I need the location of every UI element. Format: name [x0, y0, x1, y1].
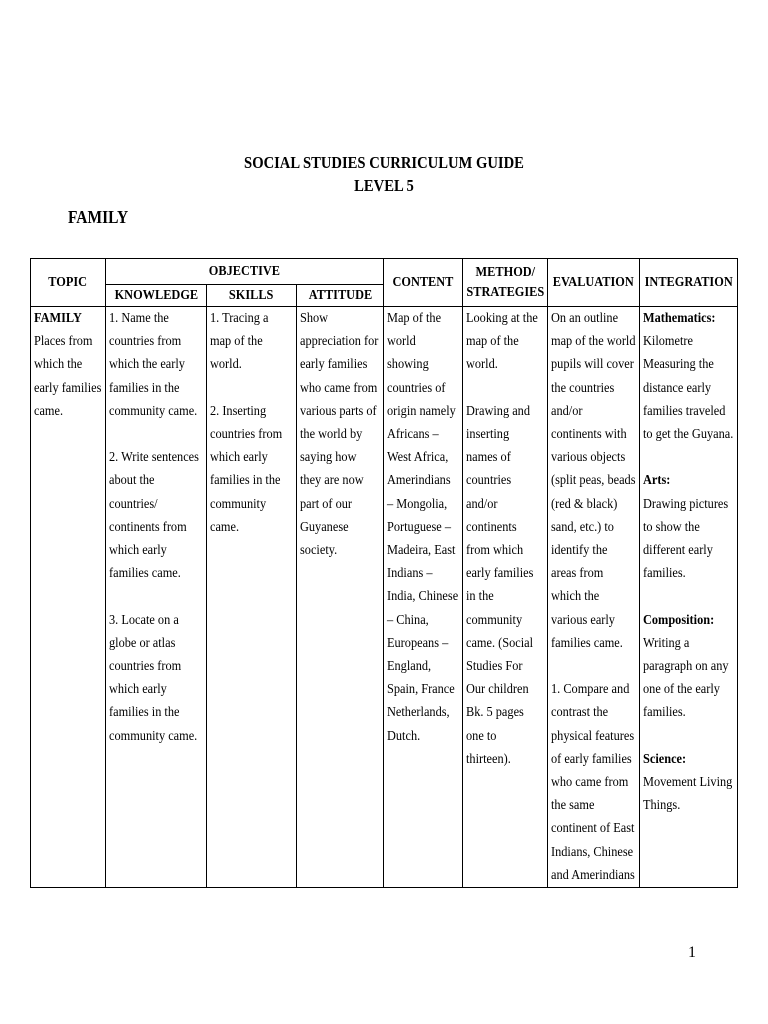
cell-knowledge — [106, 307, 207, 888]
integration-text: Drawing pictures to show the different early families. — [643, 496, 729, 582]
content-text: Map of the world showing countries of origin namely Africans – West Africa, Amerindians – Mongolia, Portuguese – Madeira, East Indians – India, Chinese – China, Europeans – England, Spain, France Netherlands, Dutch. — [387, 311, 459, 744]
cell-attitude — [297, 307, 384, 888]
knowledge-item: 3. Locate on a globe or atlas countries from which early families in the community came. — [109, 612, 198, 744]
header-knowledge: KNOWLEDGE — [106, 285, 207, 307]
section-heading: FAMILY — [68, 207, 129, 227]
topic-text: Places from which the early families came. — [34, 334, 102, 419]
document-title: SOCIAL STUDIES CURRICULUM GUIDE — [244, 153, 524, 172]
header-method: METHOD/ STRATEGIES — [463, 259, 548, 307]
skills-item: 2. Inserting countries from which early families in the community came. — [210, 403, 283, 535]
page-number: 1 — [688, 944, 696, 961]
cell-skills — [207, 307, 297, 888]
table-row — [31, 307, 738, 888]
header-attitude: ATTITUDE — [297, 285, 384, 307]
document-level: LEVEL 5 — [354, 176, 414, 195]
cell-evaluation — [548, 307, 640, 888]
integration-text: Writing a paragraph on any one of the early families. — [643, 635, 729, 721]
integration-subject: Composition: — [643, 612, 715, 628]
header-content: CONTENT — [384, 259, 463, 307]
integration-subject: Science: — [643, 751, 687, 767]
attitude-text: Show appreciation for early families who came from various parts of the world by saying how they are now part of our Guyanese society. — [300, 311, 379, 559]
method-item: Looking at the map of the world. — [466, 311, 538, 373]
header-integration: INTEGRATION — [640, 259, 738, 307]
cell-content — [384, 307, 463, 888]
curriculum-table — [30, 258, 738, 888]
header-evaluation: EVALUATION — [548, 259, 640, 307]
skills-item: 1. Tracing a map of the world. — [210, 311, 269, 373]
integration-subject: Mathematics: — [643, 311, 716, 326]
integration-text: Movement Living Things. — [643, 775, 733, 814]
evaluation-item: On an outline map of the world pupils will cover the countries and/or continents with various objects (split peas, beads (red & black) sand, etc.) to identify the areas from which the various early families came. — [551, 311, 636, 651]
knowledge-item: 2. Write sentences about the countries/ continents from which early families came. — [109, 450, 199, 582]
cell-method — [463, 307, 548, 888]
topic-title: FAMILY — [34, 311, 82, 326]
header-skills: SKILLS — [207, 285, 297, 307]
cell-topic — [31, 307, 106, 888]
header-topic: TOPIC — [31, 259, 106, 307]
integration-text: Kilometre Measuring the distance early families traveled to get the Guyana. — [643, 334, 734, 443]
header-objective: OBJECTIVE — [106, 259, 384, 285]
knowledge-item: 1. Name the countries from which the early families in the community came. — [109, 311, 198, 419]
cell-integration — [640, 307, 738, 888]
evaluation-item: 1. Compare and contrast the physical features of early families who came from the same continent of East Indians, Chinese and Amerindians — [551, 682, 635, 883]
integration-subject: Arts: — [643, 473, 671, 489]
method-item: Drawing and inserting names of countries and/or continents from which early families in the community came. (Social Studies For Our children Bk. 5 pages one to thirteen). — [466, 403, 534, 767]
